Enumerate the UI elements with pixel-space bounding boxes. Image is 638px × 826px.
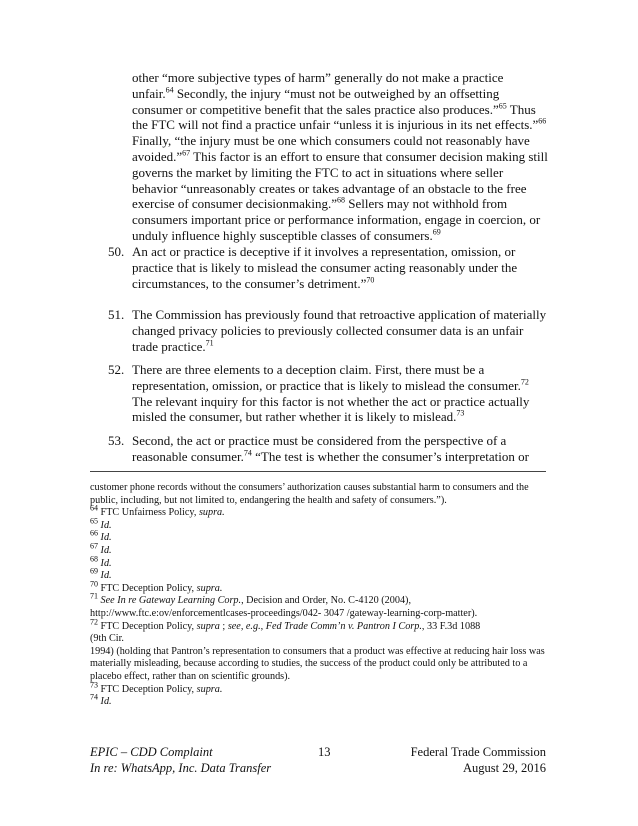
sentence: Sellers may not withhold from consumers important price or performance information, engage in coercion, or unduly influence highly susceptible classes of consumers.: [132, 196, 541, 243]
footnote-68: $^{68}$ Id.: [90, 554, 112, 569]
footnote-ref: 67: [182, 148, 191, 158]
paragraph-text: Second, the act or practice must be considered from the perspective of a reasonable consumer.: [132, 433, 507, 464]
paragraph-number: 51.: [108, 307, 125, 322]
footnote-ref: 69: [432, 227, 441, 237]
paragraph-text: The relevant inquiry for this factor is not whether the act or practice actually misled the consumer, but rather whether it is likely to mislead.: [132, 393, 530, 425]
footnote-separator: [90, 471, 546, 472]
footnote-72-line2: (9th Cir.: [90, 633, 124, 645]
sentence: Finally, “the injury must be one which consumers could not reasonably have avoided.”: [132, 133, 530, 164]
footnote-65: $^{65}$ Id.: [90, 516, 112, 531]
footer-right: [411, 744, 546, 776]
sentence: Thus the FTC will not find a practice unfair “unless it is injurious in its net effects.”: [132, 101, 539, 133]
footer-agency: Federal Trade Commission: [410, 745, 546, 759]
footnote-ref: 65: [498, 101, 507, 111]
footnote-ref: 71: [205, 338, 214, 348]
footnote-72: $^{72}$ FTC Deception Policy, supra ; see, e.g., Fed Trade Comm’n v. Pantron I Corp., 33 F.3d 1088: [90, 617, 481, 632]
footnote-64: $^{64}$ FTC Unfairness Policy, supra.: [90, 503, 225, 519]
paragraph-text: An act or practice is deceptive if it involves a representation, omission, or practice that is likely to mislead the consumer acting reasonably under the circumstances, to the consumer’s detriment.”: [132, 244, 518, 291]
sentence: This factor is an effort to ensure that consumer decision making still governs the market by limiting the FTC to act in situations where seller behavior “unreasonably creates or takes advantage of an obstacle to the free exercise of consumer decisionmaking.”: [132, 148, 548, 212]
paragraph-number: 50.: [108, 244, 125, 259]
footnote-72-line3: 1994) (holding that Pantron’s representation to consumers that a product was effective at reducing hair loss was materially misleading, because according to studies, the success of the product could only be attributed to a placebo effect, rather than on scientific grounds).: [90, 645, 545, 682]
footnote-74: $^{74}$ Id.: [90, 692, 112, 708]
paragraph-number: 53.: [108, 433, 125, 448]
footnote-66: $^{66}$ Id.: [90, 528, 112, 544]
footer-date: August 29, 2016: [463, 761, 546, 775]
footnote-71-url: http://www.ftc.e:ov/enforcementlcases-proceedings/042- 3047 /gateway-learning-corp-matter).: [90, 607, 478, 619]
sentence: other “more subjective types of harm” generally do not make a practice unfair.: [132, 70, 504, 101]
footnote-ref: 66: [538, 117, 547, 127]
footnote-ref: 70: [366, 275, 375, 285]
page-number: 13: [318, 745, 331, 759]
footnote-71: $^{71}$ See In re Gateway Learning Corp., Decision and Order, No. C-4120 (2004),: [90, 591, 411, 607]
footnote-69: $^{69}$ Id.: [90, 566, 112, 582]
footnote-ref: 64: [165, 85, 174, 95]
continuation-paragraph: [132, 70, 548, 244]
paragraph-text: There are three elements to a deception claim. First, there must be a representation, omission, or practice that is likely to mislead the consumer.: [132, 362, 521, 393]
sentence: Secondly, the injury “must not be outweighed by an offsetting consumer or competitive benefit that the sales practice also produces.”: [132, 85, 500, 117]
paragraph-text: “The test is whether the consumer’s interpretation or: [251, 448, 529, 464]
footnote-carryover: customer phone records without the consumers’ authorization causes substantial harm to consumers and the public, including, but not limited to, endangering the health and safety of consumers.”).: [90, 482, 529, 506]
footnote-73: $^{73}$ FTC Deception Policy, supra.: [90, 680, 223, 695]
paragraph-text: The Commission has previously found that retroactive application of materially changed privacy policies to previously collected consumer data is an unfair trade practice.: [132, 307, 547, 354]
footnote-70: $^{70}$ FTC Deception Policy, supra.: [90, 579, 223, 594]
paragraph-number: 52.: [108, 362, 125, 377]
footer-left: [90, 744, 271, 776]
footnote-67: $^{67}$ Id.: [90, 541, 112, 556]
footnote-ref: 73: [456, 409, 465, 419]
footnote-ref: 74: [243, 448, 252, 458]
footnote-ref: 68: [337, 196, 346, 206]
footer-doc-title: EPIC – CDD Complaint: [90, 745, 213, 759]
footer-case-title: In re: WhatsApp, Inc. Data Transfer: [90, 761, 272, 775]
footnote-ref: 72: [520, 377, 529, 387]
footnotes: [90, 482, 548, 709]
